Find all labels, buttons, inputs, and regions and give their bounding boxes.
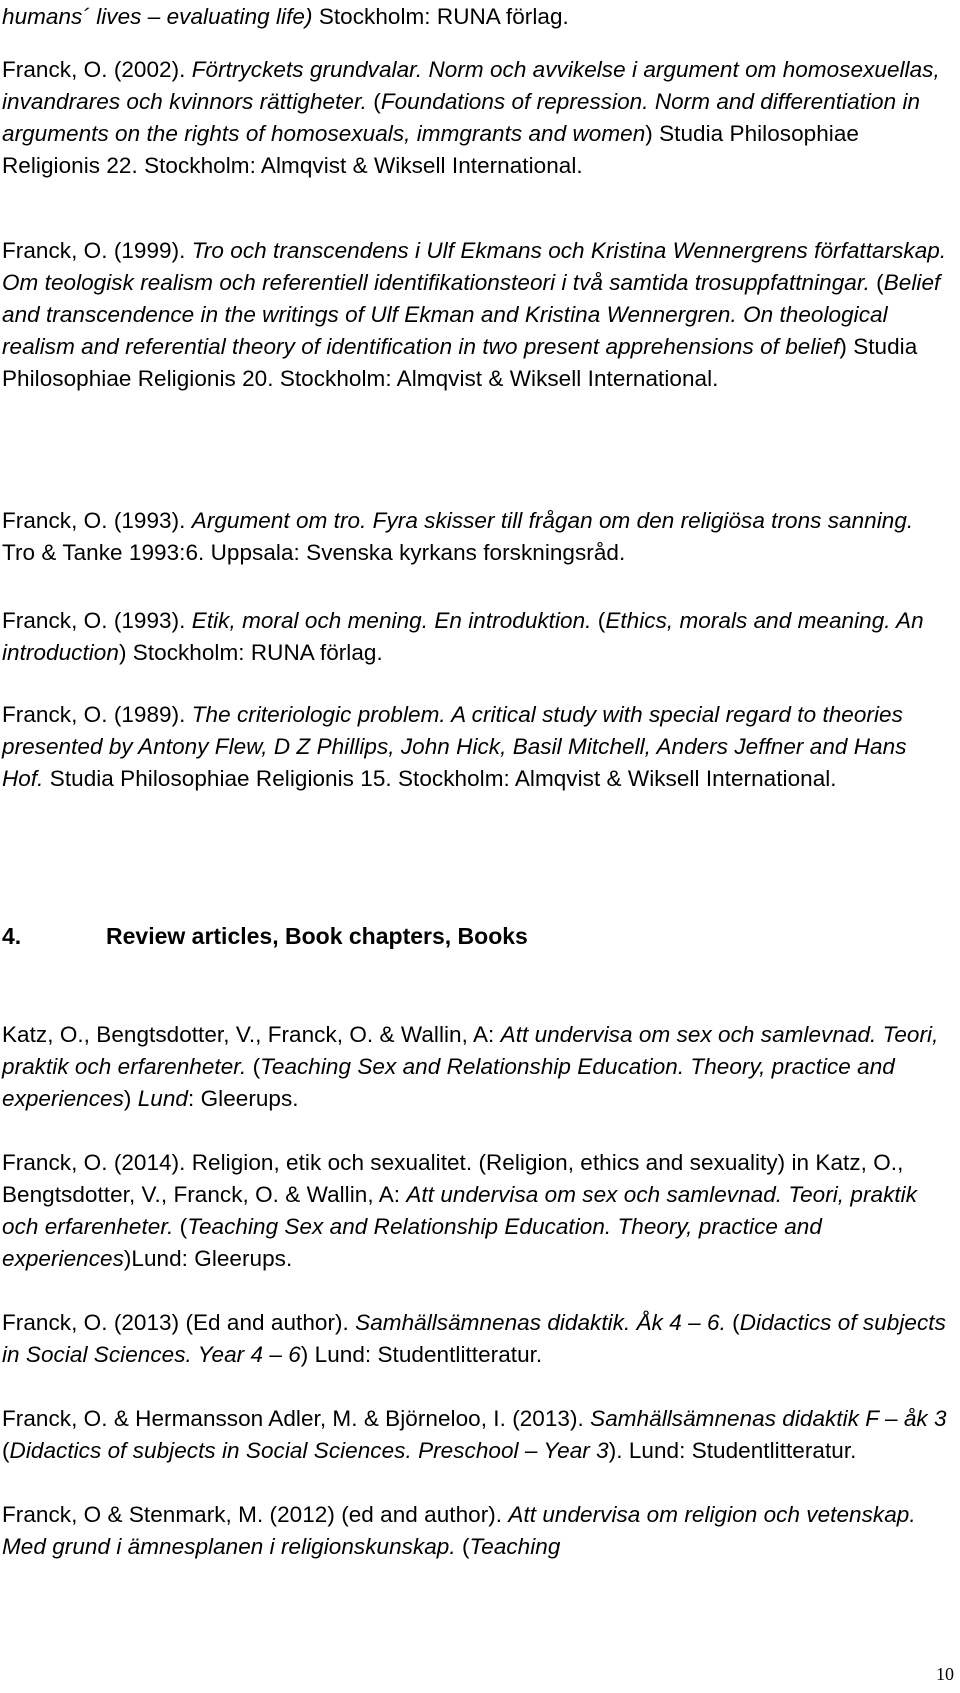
reference-italic-text: Samhällsämnenas didaktik F – åk 3: [590, 1406, 947, 1431]
reference-text: ). Lund: Studentlitteratur.: [608, 1438, 857, 1463]
reference-italic-text: Foundations of repression. Norm and differentiation in arguments on the rights of homosexuals, immgrants and women: [2, 89, 921, 146]
reference-text: (: [2, 1438, 10, 1463]
reference-entry: [2, 1403, 952, 1467]
reference-entry: [2, 1147, 952, 1275]
reference-entry: [2, 1, 952, 33]
reference-text: Franck, O. & Hermansson Adler, M. & Björneloo, I. (2013).: [2, 1406, 591, 1431]
reference-italic-text: Förtryckets grundvalar. Norm och avvikelse i argument om homosexuellas, invandrares och kvinnors rättigheter.: [2, 57, 940, 114]
reference-italic-text: Att undervisa om religion och vetenskap. Med grund i ämnesplanen i religionskunskap.: [2, 1502, 916, 1559]
reference-text: ) Studia Philosophiae Religionis 22. Stockholm: Almqvist & Wiksell International.: [2, 121, 859, 178]
reference-text: Stockholm: RUNA förlag.: [312, 4, 569, 29]
reference-text: Franck, O. (2014). Religion, etik och sexualitet. (Religion, ethics and sexuality) in Katz, O., Bengtsdotter, V., Franck, O. & Wallin, A:: [2, 1150, 904, 1207]
reference-text: Studia Philosophiae Religionis 15. Stockholm: Almqvist & Wiksell International.: [43, 766, 837, 791]
reference-entry: [2, 1019, 952, 1115]
reference-entry: [2, 54, 952, 182]
reference-text: Franck, O. (2013) (Ed and author).: [2, 1310, 356, 1335]
reference-text: Katz, O., Bengtsdotter, V., Franck, O. & Wallin, A:: [2, 1022, 501, 1047]
reference-italic-text: Att undervisa om sex och samlevnad. Teori, praktik och erfarenheter.: [2, 1022, 939, 1079]
reference-italic-text: Att undervisa om sex och samlevnad. Teori, praktik och erfarenheter.: [2, 1182, 918, 1239]
reference-text: ) Stockholm: RUNA förlag.: [118, 640, 383, 665]
reference-text: Franck, O. (2002).: [2, 57, 192, 82]
page-number: 10: [936, 1664, 954, 1684]
reference-text: )Lund: Gleerups.: [123, 1246, 293, 1271]
reference-italic-text: Belief and transcendence in the writings of Ulf Ekman and Kristina Wennergren. On theological realism and referential theory of identification in two present apprehensions of belief: [2, 270, 941, 359]
reference-entry: [2, 505, 952, 569]
reference-text: Franck, O. (1993).: [2, 508, 192, 533]
reference-text: (: [591, 608, 606, 633]
reference-text: (: [869, 270, 884, 295]
reference-text: Franck, O. (1993).: [2, 608, 192, 633]
reference-italic-text: Lund: [137, 1086, 188, 1111]
section-title: Review articles, Book chapters, Books: [106, 923, 528, 949]
reference-italic-text: Teaching Sex and Relationship Education. Theory, practice and experiences: [2, 1214, 822, 1271]
reference-text: : Gleerups.: [188, 1086, 299, 1111]
reference-text: Franck, O. (1989).: [2, 702, 192, 727]
reference-text: (: [366, 89, 381, 114]
section-heading: [2, 920, 528, 952]
reference-italic-text: Tro och transcendens i Ulf Ekmans och Kristina Wennergrens författarskap. Om teologisk realism och referentiell identifikationsteori i två samtida trosuppfattningar.: [2, 238, 947, 295]
reference-italic-text: Argument om tro. Fyra skisser till frågan om den religiösa trons sanning.: [191, 508, 914, 533]
reference-italic-text: Samhällsämnenas didaktik. Åk 4 – 6.: [355, 1310, 726, 1335]
reference-entry: [2, 605, 952, 669]
reference-entry: [2, 1307, 952, 1371]
reference-italic-text: The criteriologic problem. A critical study with special regard to theories presented by Antony Flew, D Z Phillips, John Hick, Basil Mitchell, Anders Jeffner and Hans Hof.: [2, 702, 907, 791]
reference-italic-text: Didactics of subjects in Social Sciences. Preschool – Year 3: [9, 1438, 609, 1463]
reference-text: (: [246, 1054, 261, 1079]
reference-entry: [2, 1499, 952, 1563]
reference-text: ): [123, 1086, 138, 1111]
reference-text: Franck, O. (1999).: [2, 238, 192, 263]
section-number: 4.: [2, 923, 22, 949]
reference-text: (: [173, 1214, 188, 1239]
reference-entry: [2, 699, 952, 795]
reference-italic-text: Etik, moral och mening. En introduktion.: [191, 608, 592, 633]
reference-text: (: [725, 1310, 740, 1335]
reference-italic-text: Didactics of subjects in Social Sciences. Year 4 – 6: [2, 1310, 946, 1367]
reference-italic-text: Teaching: [469, 1534, 561, 1559]
reference-italic-text: humans´ lives – evaluating life): [2, 4, 313, 29]
reference-text: Franck, O & Stenmark, M. (2012) (ed and author).: [2, 1502, 509, 1527]
reference-text: Tro & Tanke 1993:6. Uppsala: Svenska kyrkans forskningsråd.: [2, 540, 626, 565]
reference-text: ) Studia Philosophiae Religionis 20. Stockholm: Almqvist & Wiksell International.: [2, 334, 918, 391]
reference-entry: [2, 235, 952, 395]
reference-italic-text: Teaching Sex and Relationship Education. Theory, practice and experiences: [2, 1054, 895, 1111]
reference-italic-text: Ethics, morals and meaning. An introduction: [2, 608, 924, 665]
reference-text: (: [455, 1534, 470, 1559]
reference-text: ) Lund: Studentlitteratur.: [300, 1342, 543, 1367]
